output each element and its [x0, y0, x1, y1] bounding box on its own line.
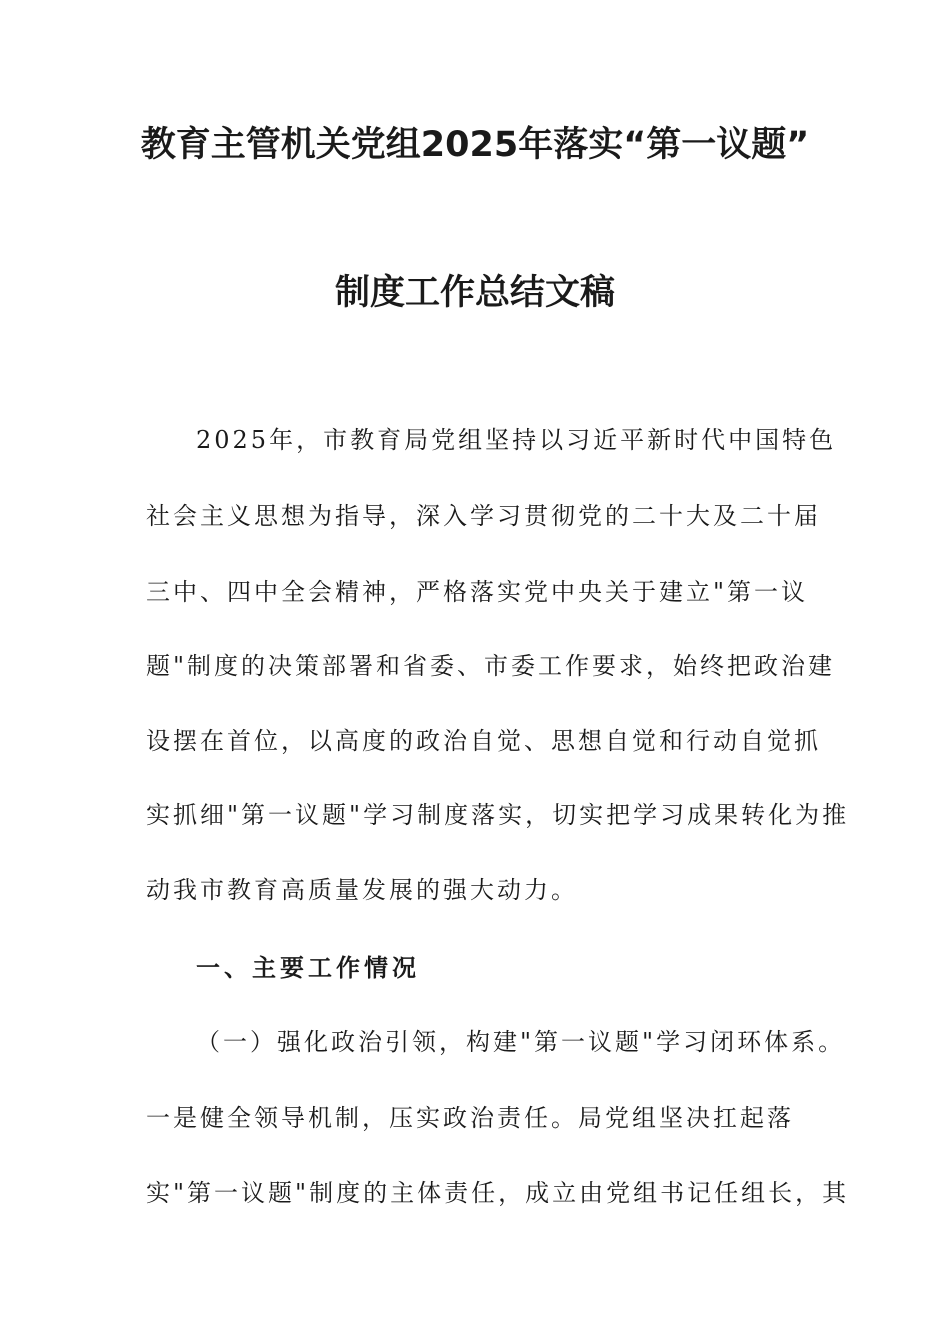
paragraph-line: 设摆在首位，以高度的政治自觉、思想自觉和行动自觉抓	[146, 727, 821, 755]
document-title-line-1: 教育主管机关党组2025年落实“第一议题”	[140, 125, 810, 165]
paragraph-line: 实抓细"第一议题"学习制度落实，切实把学习成果转化为推	[146, 801, 850, 829]
paragraph-line: 实"第一议题"制度的主体责任，成立由党组书记任组长，其	[146, 1179, 850, 1207]
paragraph-line: 三中、四中全会精神，严格落实党中央关于建立"第一议	[146, 578, 809, 606]
paragraph-line: 社会主义思想为指导，深入学习贯彻党的二十大及二十届	[146, 502, 821, 530]
document-title-line-2: 制度工作总结文稿	[334, 273, 615, 313]
section-heading: 一、主要工作情况	[196, 954, 420, 982]
paragraph-line: 动我市教育高质量发展的强大动力。	[146, 876, 578, 904]
subsection-heading: （一）强化政治引领，构建"第一议题"学习闭环体系。	[196, 1028, 846, 1056]
paragraph-line: 2025年，市教育局党组坚持以习近平新时代中国特色	[196, 426, 837, 454]
paragraph-line: 一是健全领导机制，压实政治责任。局党组坚决扛起落	[146, 1104, 794, 1132]
paragraph-line: 题"制度的决策部署和省委、市委工作要求，始终把政治建	[146, 652, 836, 680]
